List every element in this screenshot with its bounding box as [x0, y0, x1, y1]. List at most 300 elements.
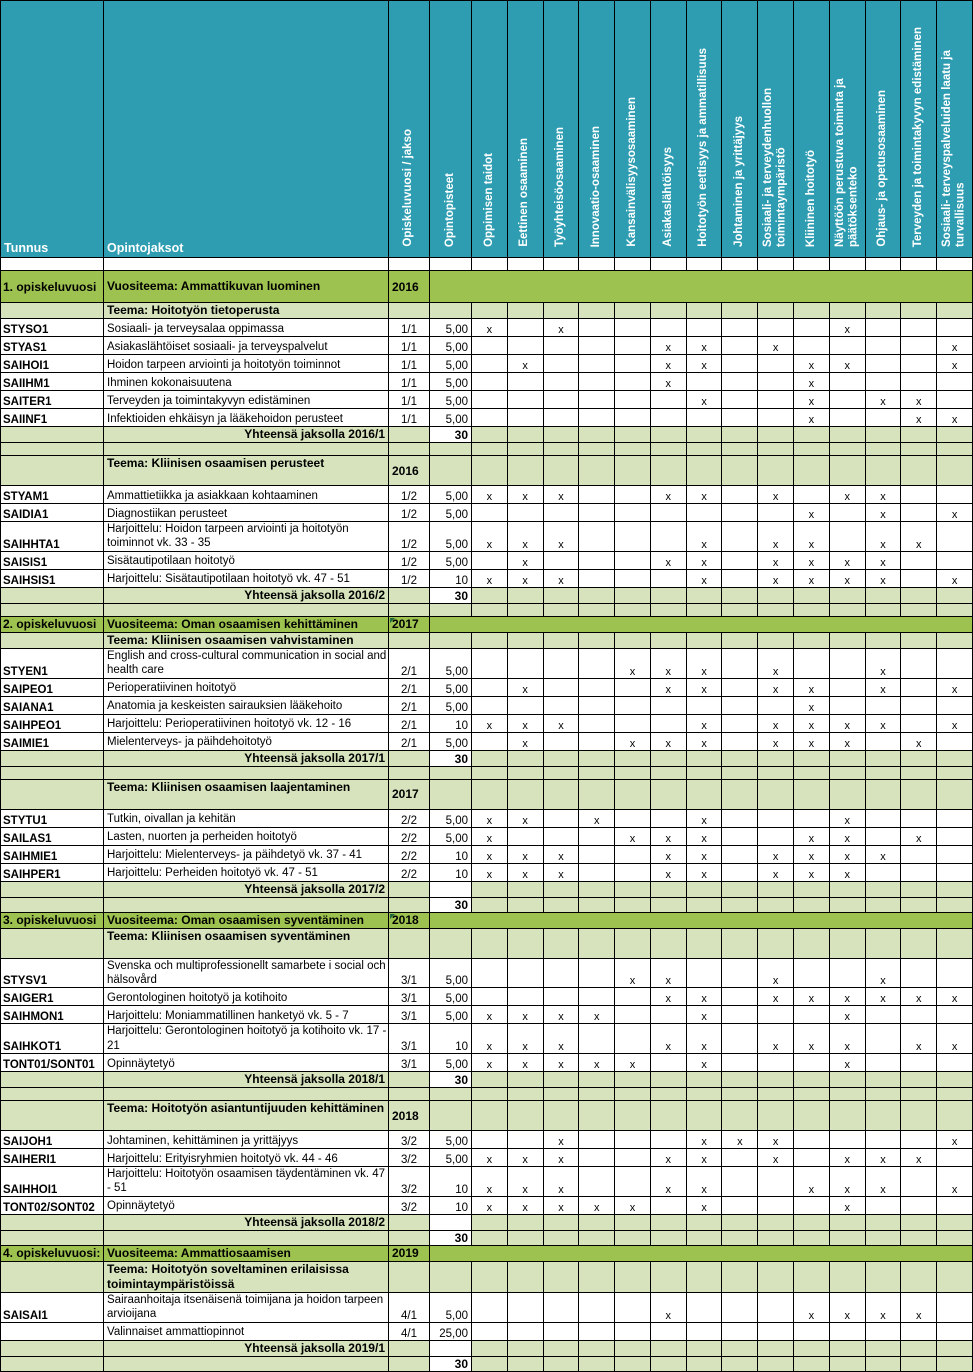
spacer-cell[interactable]: [650, 603, 686, 616]
competency-mark-cell[interactable]: [722, 928, 758, 958]
competency-mark-cell[interactable]: [615, 1356, 651, 1371]
period-cell[interactable]: 3/1: [389, 958, 430, 988]
competency-mark-cell[interactable]: x: [901, 1024, 937, 1054]
competency-mark-cell[interactable]: [650, 391, 686, 409]
competency-mark-cell[interactable]: x: [794, 551, 830, 569]
period-cell[interactable]: 3/2: [389, 1167, 430, 1197]
column-header-competency-12[interactable]: [865, 1, 901, 258]
competency-mark-cell[interactable]: [579, 1072, 615, 1088]
competency-mark-cell[interactable]: [472, 456, 508, 486]
competency-mark-cell[interactable]: [937, 1356, 973, 1371]
course-title-cell[interactable]: Harjoittelu: Mielenterveys- ja päihdetyö vk. 37 - 41: [104, 845, 389, 863]
competency-mark-cell[interactable]: [901, 648, 937, 678]
competency-mark-cell[interactable]: [615, 678, 651, 696]
competency-mark-cell[interactable]: [579, 303, 615, 319]
empty-cell[interactable]: [1, 750, 104, 766]
period-cell[interactable]: 2/1: [389, 648, 430, 678]
theme-title-cell[interactable]: Teema: Hoitotyön tietoperusta: [104, 303, 389, 319]
competency-mark-cell[interactable]: [829, 391, 865, 409]
competency-mark-cell[interactable]: x: [937, 1167, 973, 1197]
competency-mark-cell[interactable]: [472, 958, 508, 988]
competency-mark-cell[interactable]: x: [472, 863, 508, 881]
spacer-cell[interactable]: [937, 1088, 973, 1101]
competency-mark-cell[interactable]: [937, 1196, 973, 1214]
competency-mark-cell[interactable]: [507, 897, 543, 912]
competency-mark-cell[interactable]: [722, 373, 758, 391]
spacer-cell[interactable]: [472, 603, 508, 616]
competency-mark-cell[interactable]: [543, 1101, 579, 1131]
spacer-cell[interactable]: [794, 1088, 830, 1101]
competency-mark-cell[interactable]: x: [758, 845, 794, 863]
total-credits-cell[interactable]: 30: [430, 897, 472, 912]
competency-mark-cell[interactable]: [937, 881, 973, 897]
competency-mark-cell[interactable]: [829, 1322, 865, 1340]
competency-mark-cell[interactable]: [722, 827, 758, 845]
competency-mark-cell[interactable]: x: [758, 1024, 794, 1054]
competency-mark-cell[interactable]: [829, 648, 865, 678]
band-label-cell[interactable]: 2. opiskeluvuosi: [1, 616, 104, 632]
empty-cell[interactable]: [1, 1230, 104, 1245]
spacer-cell[interactable]: [389, 1088, 430, 1101]
total-credits-cell[interactable]: 30: [430, 750, 472, 766]
credits-cell[interactable]: 10: [430, 714, 472, 732]
period-cell[interactable]: 1/1: [389, 355, 430, 373]
competency-mark-cell[interactable]: [472, 928, 508, 958]
competency-mark-cell[interactable]: [758, 928, 794, 958]
competency-mark-cell[interactable]: [865, 1261, 901, 1292]
credits-cell[interactable]: 5,00: [430, 1292, 472, 1322]
period-cell[interactable]: 3/2: [389, 1131, 430, 1149]
competency-mark-cell[interactable]: [865, 863, 901, 881]
credits-cell[interactable]: 5,00: [430, 827, 472, 845]
course-title-cell[interactable]: Harjoittelu: Hoidon tarpeen arviointi ja hoitotyön toiminnot vk. 33 - 35: [104, 522, 389, 552]
course-code-cell[interactable]: STYSV1: [1, 958, 104, 988]
competency-mark-cell[interactable]: [472, 1292, 508, 1322]
spacer-cell[interactable]: [507, 443, 543, 456]
credits-cell[interactable]: [430, 303, 472, 319]
column-header-competency-6[interactable]: [650, 1, 686, 258]
competency-mark-cell[interactable]: [829, 1214, 865, 1230]
course-title-cell[interactable]: Terveyden ja toimintakyvyn edistäminen: [104, 391, 389, 409]
competency-mark-cell[interactable]: [579, 863, 615, 881]
competency-mark-cell[interactable]: [901, 1131, 937, 1149]
competency-mark-cell[interactable]: x: [650, 648, 686, 678]
competency-mark-cell[interactable]: x: [472, 1167, 508, 1197]
competency-mark-cell[interactable]: x: [794, 1167, 830, 1197]
spacer-cell[interactable]: [472, 258, 508, 271]
competency-mark-cell[interactable]: [901, 1356, 937, 1371]
competency-mark-cell[interactable]: x: [507, 1149, 543, 1167]
spacer-cell[interactable]: [579, 1088, 615, 1101]
competency-mark-cell[interactable]: [829, 337, 865, 355]
competency-mark-cell[interactable]: [937, 732, 973, 750]
course-title-cell[interactable]: Tutkin, oivallan ja kehitän: [104, 809, 389, 827]
competency-mark-cell[interactable]: [686, 1101, 722, 1131]
competency-mark-cell[interactable]: x: [829, 1054, 865, 1072]
competency-mark-cell[interactable]: [758, 1072, 794, 1088]
competency-mark-cell[interactable]: x: [686, 391, 722, 409]
competency-mark-cell[interactable]: [579, 696, 615, 714]
spacer-cell[interactable]: [901, 766, 937, 779]
competency-mark-cell[interactable]: [758, 427, 794, 443]
competency-mark-cell[interactable]: [829, 409, 865, 427]
competency-mark-cell[interactable]: x: [543, 714, 579, 732]
competency-mark-cell[interactable]: x: [543, 845, 579, 863]
competency-mark-cell[interactable]: [865, 1072, 901, 1088]
band-label-cell[interactable]: 3. opiskeluvuosi: [1, 912, 104, 928]
competency-mark-cell[interactable]: x: [543, 319, 579, 337]
competency-mark-cell[interactable]: [686, 427, 722, 443]
competency-mark-cell[interactable]: [758, 1292, 794, 1322]
empty-cell[interactable]: [1, 632, 104, 648]
competency-mark-cell[interactable]: [937, 845, 973, 863]
spacer-cell[interactable]: [104, 443, 389, 456]
competency-mark-cell[interactable]: [722, 809, 758, 827]
competency-mark-cell[interactable]: [579, 337, 615, 355]
spacer-cell[interactable]: [543, 443, 579, 456]
competency-mark-cell[interactable]: x: [686, 1167, 722, 1197]
credits-cell[interactable]: [430, 928, 472, 958]
competency-mark-cell[interactable]: [722, 1261, 758, 1292]
competency-mark-cell[interactable]: [507, 409, 543, 427]
competency-mark-cell[interactable]: [650, 1101, 686, 1131]
competency-mark-cell[interactable]: [865, 1196, 901, 1214]
competency-mark-cell[interactable]: [794, 1006, 830, 1024]
period-cell[interactable]: 2/1: [389, 732, 430, 750]
competency-mark-cell[interactable]: [901, 881, 937, 897]
competency-mark-cell[interactable]: [865, 587, 901, 603]
competency-mark-cell[interactable]: [615, 779, 651, 809]
competency-mark-cell[interactable]: [615, 409, 651, 427]
competency-mark-cell[interactable]: [722, 845, 758, 863]
competency-mark-cell[interactable]: [507, 696, 543, 714]
competency-mark-cell[interactable]: [686, 1322, 722, 1340]
competency-mark-cell[interactable]: [829, 1131, 865, 1149]
spacer-cell[interactable]: [722, 258, 758, 271]
competency-mark-cell[interactable]: [722, 587, 758, 603]
competency-mark-cell[interactable]: [865, 1214, 901, 1230]
competency-mark-cell[interactable]: [615, 355, 651, 373]
competency-mark-cell[interactable]: [650, 587, 686, 603]
course-code-cell[interactable]: SAIHHOI1: [1, 1167, 104, 1197]
credits-cell[interactable]: 5,00: [430, 1054, 472, 1072]
competency-mark-cell[interactable]: x: [794, 569, 830, 587]
course-code-cell[interactable]: SAIHERI1: [1, 1149, 104, 1167]
course-code-cell[interactable]: SAIDIA1: [1, 504, 104, 522]
competency-mark-cell[interactable]: [543, 750, 579, 766]
competency-mark-cell[interactable]: x: [937, 1024, 973, 1054]
period-cell[interactable]: [389, 881, 430, 897]
spacer-cell[interactable]: [543, 603, 579, 616]
competency-mark-cell[interactable]: [901, 779, 937, 809]
competency-mark-cell[interactable]: x: [507, 551, 543, 569]
period-cell[interactable]: [389, 1072, 430, 1088]
competency-mark-cell[interactable]: x: [686, 486, 722, 504]
competency-mark-cell[interactable]: [650, 1072, 686, 1088]
competency-mark-cell[interactable]: x: [901, 1149, 937, 1167]
competency-mark-cell[interactable]: [615, 1214, 651, 1230]
competency-mark-cell[interactable]: [615, 486, 651, 504]
period-cell[interactable]: 2/1: [389, 678, 430, 696]
competency-mark-cell[interactable]: [650, 409, 686, 427]
competency-mark-cell[interactable]: x: [829, 732, 865, 750]
competency-mark-cell[interactable]: [579, 427, 615, 443]
competency-mark-cell[interactable]: [794, 1322, 830, 1340]
competency-mark-cell[interactable]: [472, 648, 508, 678]
credits-cell[interactable]: 5,00: [430, 486, 472, 504]
competency-mark-cell[interactable]: [507, 988, 543, 1006]
competency-mark-cell[interactable]: x: [579, 809, 615, 827]
spacer-cell[interactable]: [865, 258, 901, 271]
competency-mark-cell[interactable]: x: [543, 1131, 579, 1149]
spacer-cell[interactable]: [472, 766, 508, 779]
competency-mark-cell[interactable]: [865, 732, 901, 750]
course-title-cell[interactable]: Perioperatiivinen hoitotyö: [104, 678, 389, 696]
competency-mark-cell[interactable]: x: [865, 551, 901, 569]
competency-mark-cell[interactable]: [472, 551, 508, 569]
period-cell[interactable]: 1/2: [389, 551, 430, 569]
competency-mark-cell[interactable]: [829, 1356, 865, 1371]
competency-mark-cell[interactable]: x: [865, 678, 901, 696]
period-cell[interactable]: [389, 1230, 430, 1245]
competency-mark-cell[interactable]: [615, 337, 651, 355]
credits-cell[interactable]: 10: [430, 1167, 472, 1197]
competency-mark-cell[interactable]: [865, 779, 901, 809]
period-cell[interactable]: 3/1: [389, 1006, 430, 1024]
competency-mark-cell[interactable]: [937, 391, 973, 409]
credits-cell[interactable]: 10: [430, 863, 472, 881]
competency-mark-cell[interactable]: [615, 845, 651, 863]
competency-mark-cell[interactable]: [937, 928, 973, 958]
competency-mark-cell[interactable]: [829, 750, 865, 766]
competency-mark-cell[interactable]: [579, 1230, 615, 1245]
competency-mark-cell[interactable]: x: [865, 391, 901, 409]
competency-mark-cell[interactable]: [722, 1322, 758, 1340]
competency-mark-cell[interactable]: [901, 1322, 937, 1340]
period-cell[interactable]: 2/2: [389, 827, 430, 845]
competency-mark-cell[interactable]: [543, 779, 579, 809]
empty-cell[interactable]: [1, 779, 104, 809]
competency-mark-cell[interactable]: [758, 319, 794, 337]
competency-mark-cell[interactable]: [901, 1006, 937, 1024]
total-label-cell[interactable]: Yhteensä jaksolla 2016/2: [104, 587, 389, 603]
competency-mark-cell[interactable]: [758, 632, 794, 648]
spacer-cell[interactable]: [430, 1088, 472, 1101]
competency-mark-cell[interactable]: [472, 337, 508, 355]
total-label-cell[interactable]: Yhteensä jaksolla 2019/1: [104, 1340, 389, 1356]
period-cell[interactable]: 2/1: [389, 696, 430, 714]
competency-mark-cell[interactable]: [472, 779, 508, 809]
competency-mark-cell[interactable]: x: [829, 569, 865, 587]
competency-mark-cell[interactable]: [722, 779, 758, 809]
competency-mark-cell[interactable]: x: [507, 1167, 543, 1197]
theme-title-cell[interactable]: Teema: Kliinisen osaamisen syventäminen: [104, 928, 389, 958]
competency-mark-cell[interactable]: [579, 779, 615, 809]
competency-mark-cell[interactable]: [758, 696, 794, 714]
competency-mark-cell[interactable]: x: [686, 827, 722, 845]
competency-mark-cell[interactable]: [579, 1024, 615, 1054]
competency-mark-cell[interactable]: [615, 1167, 651, 1197]
course-title-cell[interactable]: Anatomia ja keskeisten sairauksien lääkehoito: [104, 696, 389, 714]
credits-cell[interactable]: [430, 632, 472, 648]
competency-mark-cell[interactable]: [615, 1149, 651, 1167]
spacer-cell[interactable]: [937, 258, 973, 271]
competency-mark-cell[interactable]: x: [472, 522, 508, 552]
competency-mark-cell[interactable]: [615, 319, 651, 337]
competency-mark-cell[interactable]: x: [507, 1054, 543, 1072]
competency-mark-cell[interactable]: [650, 1261, 686, 1292]
competency-mark-cell[interactable]: x: [901, 409, 937, 427]
competency-mark-cell[interactable]: x: [686, 551, 722, 569]
competency-mark-cell[interactable]: [829, 373, 865, 391]
competency-mark-cell[interactable]: [901, 1054, 937, 1072]
competency-mark-cell[interactable]: [472, 504, 508, 522]
competency-mark-cell[interactable]: [472, 897, 508, 912]
course-title-cell[interactable]: Asiakaslähtöiset sosiaali- ja terveyspalvelut: [104, 337, 389, 355]
competency-mark-cell[interactable]: [615, 1006, 651, 1024]
competency-mark-cell[interactable]: [650, 319, 686, 337]
competency-mark-cell[interactable]: [722, 1214, 758, 1230]
empty-cell[interactable]: [1, 1356, 104, 1371]
competency-mark-cell[interactable]: [615, 1292, 651, 1322]
competency-mark-cell[interactable]: x: [615, 1054, 651, 1072]
competency-mark-cell[interactable]: [686, 958, 722, 988]
competency-mark-cell[interactable]: [650, 569, 686, 587]
competency-mark-cell[interactable]: [865, 319, 901, 337]
competency-mark-cell[interactable]: [650, 303, 686, 319]
competency-mark-cell[interactable]: [579, 881, 615, 897]
competency-mark-cell[interactable]: [758, 355, 794, 373]
competency-mark-cell[interactable]: [829, 1261, 865, 1292]
competency-mark-cell[interactable]: [472, 1322, 508, 1340]
competency-mark-cell[interactable]: [722, 355, 758, 373]
competency-mark-cell[interactable]: [615, 522, 651, 552]
competency-mark-cell[interactable]: [579, 1101, 615, 1131]
competency-mark-cell[interactable]: x: [543, 1167, 579, 1197]
total-credits-cell[interactable]: 30: [430, 427, 472, 443]
competency-mark-cell[interactable]: x: [650, 845, 686, 863]
period-cell[interactable]: 3/1: [389, 1054, 430, 1072]
competency-mark-cell[interactable]: x: [758, 678, 794, 696]
competency-mark-cell[interactable]: [579, 1322, 615, 1340]
competency-mark-cell[interactable]: [901, 863, 937, 881]
competency-mark-cell[interactable]: x: [937, 337, 973, 355]
competency-mark-cell[interactable]: [543, 897, 579, 912]
spacer-cell[interactable]: [758, 603, 794, 616]
competency-mark-cell[interactable]: [650, 1054, 686, 1072]
competency-mark-cell[interactable]: x: [686, 355, 722, 373]
competency-mark-cell[interactable]: [794, 587, 830, 603]
competency-mark-cell[interactable]: [615, 569, 651, 587]
competency-mark-cell[interactable]: [650, 714, 686, 732]
competency-mark-cell[interactable]: [937, 1214, 973, 1230]
competency-mark-cell[interactable]: [937, 648, 973, 678]
competency-mark-cell[interactable]: [579, 678, 615, 696]
total-credits-cell[interactable]: 30: [430, 587, 472, 603]
competency-mark-cell[interactable]: x: [686, 1131, 722, 1149]
competency-mark-cell[interactable]: [543, 958, 579, 988]
band-fill-cell[interactable]: [430, 1245, 973, 1261]
total-credits-cell[interactable]: 30: [430, 1356, 472, 1371]
competency-mark-cell[interactable]: [543, 1214, 579, 1230]
spacer-cell[interactable]: [901, 603, 937, 616]
competency-mark-cell[interactable]: [579, 632, 615, 648]
competency-mark-cell[interactable]: [615, 456, 651, 486]
competency-mark-cell[interactable]: x: [686, 988, 722, 1006]
competency-mark-cell[interactable]: [758, 779, 794, 809]
theme-title-cell[interactable]: Teema: Hoitotyön soveltaminen erilaisissa toimintaympäristöissä: [104, 1261, 389, 1292]
spacer-cell[interactable]: [686, 1088, 722, 1101]
competency-mark-cell[interactable]: x: [650, 1167, 686, 1197]
competency-mark-cell[interactable]: x: [650, 355, 686, 373]
competency-mark-cell[interactable]: [507, 648, 543, 678]
competency-mark-cell[interactable]: [758, 303, 794, 319]
competency-mark-cell[interactable]: [901, 319, 937, 337]
competency-mark-cell[interactable]: x: [901, 391, 937, 409]
band-title-cell[interactable]: Vuositeema: Ammattiosaamisen: [104, 1245, 389, 1261]
competency-mark-cell[interactable]: x: [507, 678, 543, 696]
empty-cell[interactable]: [1, 1340, 104, 1356]
spacer-cell[interactable]: [865, 443, 901, 456]
competency-mark-cell[interactable]: [829, 632, 865, 648]
competency-mark-cell[interactable]: [579, 486, 615, 504]
competency-mark-cell[interactable]: x: [650, 1149, 686, 1167]
competency-mark-cell[interactable]: [472, 1261, 508, 1292]
period-cell[interactable]: 4/1: [389, 1322, 430, 1340]
credits-cell[interactable]: 5,00: [430, 504, 472, 522]
spacer-cell[interactable]: [650, 1088, 686, 1101]
competency-mark-cell[interactable]: [829, 678, 865, 696]
competency-mark-cell[interactable]: [722, 303, 758, 319]
competency-mark-cell[interactable]: x: [937, 714, 973, 732]
competency-mark-cell[interactable]: [722, 1054, 758, 1072]
competency-mark-cell[interactable]: x: [865, 522, 901, 552]
course-code-cell[interactable]: SAIIHM1: [1, 373, 104, 391]
spacer-cell[interactable]: [829, 443, 865, 456]
competency-mark-cell[interactable]: x: [579, 1054, 615, 1072]
spacer-cell[interactable]: [1, 443, 104, 456]
course-code-cell[interactable]: STYSO1: [1, 319, 104, 337]
course-title-cell[interactable]: Svenska och multiprofessionellt samarbete i social och hälsovård: [104, 958, 389, 988]
total-credits-cell[interactable]: [430, 881, 472, 897]
competency-mark-cell[interactable]: [507, 337, 543, 355]
total-credits-cell[interactable]: 30: [430, 1072, 472, 1088]
competency-mark-cell[interactable]: x: [829, 809, 865, 827]
competency-mark-cell[interactable]: [472, 373, 508, 391]
course-title-cell[interactable]: Johtaminen, kehittäminen ja yrittäjyys: [104, 1131, 389, 1149]
competency-mark-cell[interactable]: [615, 928, 651, 958]
competency-mark-cell[interactable]: [722, 1196, 758, 1214]
competency-mark-cell[interactable]: [579, 522, 615, 552]
competency-mark-cell[interactable]: [937, 827, 973, 845]
competency-mark-cell[interactable]: [650, 809, 686, 827]
course-code-cell[interactable]: SAILAS1: [1, 827, 104, 845]
competency-mark-cell[interactable]: [615, 1131, 651, 1149]
competency-mark-cell[interactable]: [472, 632, 508, 648]
competency-mark-cell[interactable]: x: [829, 1292, 865, 1322]
spacer-cell[interactable]: [615, 603, 651, 616]
competency-mark-cell[interactable]: x: [472, 319, 508, 337]
competency-mark-cell[interactable]: x: [507, 1006, 543, 1024]
competency-mark-cell[interactable]: [865, 696, 901, 714]
competency-mark-cell[interactable]: x: [794, 732, 830, 750]
competency-mark-cell[interactable]: [937, 522, 973, 552]
competency-mark-cell[interactable]: x: [758, 337, 794, 355]
competency-mark-cell[interactable]: x: [758, 988, 794, 1006]
competency-mark-cell[interactable]: x: [829, 1149, 865, 1167]
empty-cell[interactable]: [1, 427, 104, 443]
competency-mark-cell[interactable]: [507, 750, 543, 766]
